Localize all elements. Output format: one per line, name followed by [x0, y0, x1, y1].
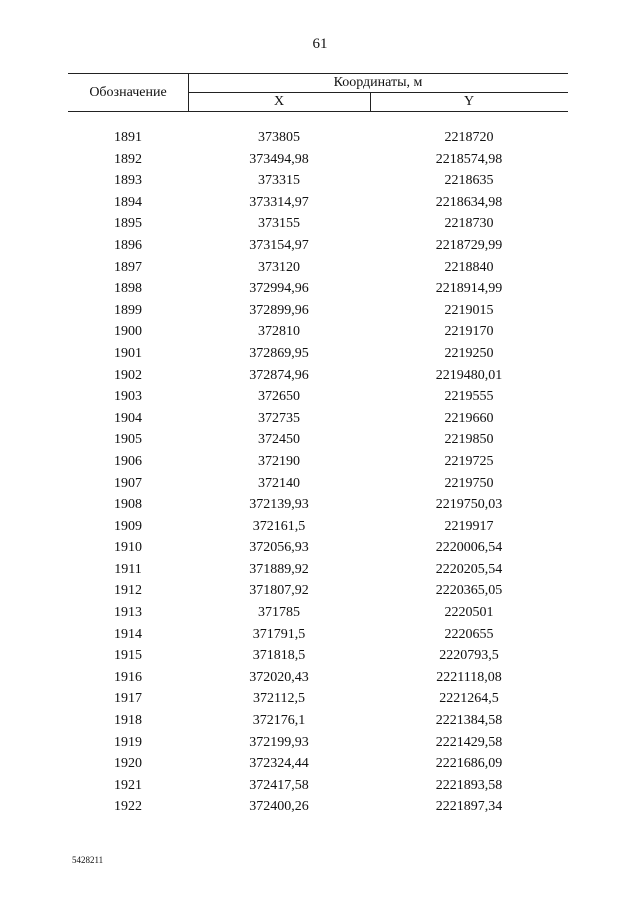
cell-designation: 1908	[114, 497, 142, 513]
cell-x: 372450	[258, 432, 300, 448]
cell-designation: 1896	[114, 237, 142, 253]
cell-y: 2219725	[444, 453, 494, 469]
cell-x: 373155	[258, 216, 300, 232]
cell-designation: 1914	[114, 626, 142, 642]
cell-y: 2220006,54	[435, 540, 503, 556]
cell-y: 2221897,34	[435, 799, 503, 815]
table-row	[68, 494, 568, 516]
cell-designation: 1922	[114, 799, 142, 815]
table-body	[68, 127, 568, 818]
cell-designation: 1913	[114, 605, 142, 621]
cell-designation: 1895	[114, 216, 142, 232]
cell-designation: 1921	[114, 777, 142, 793]
cell-designation: 1893	[114, 173, 142, 189]
table-row	[68, 365, 568, 387]
cell-x: 372400,26	[249, 799, 309, 815]
cell-x: 372139,93	[249, 497, 309, 513]
cell-designation: 1901	[114, 345, 142, 361]
header-middle-rule	[188, 92, 568, 93]
cell-x: 372417,58	[249, 777, 309, 793]
cell-x: 372056,93	[249, 540, 309, 556]
table-row	[68, 645, 568, 667]
table-row	[68, 386, 568, 408]
cell-designation: 1920	[114, 756, 142, 772]
cell-y: 2219750,03	[435, 497, 503, 513]
cell-designation: 1904	[114, 410, 142, 426]
table-row	[68, 796, 568, 818]
cell-x: 371807,92	[249, 583, 309, 599]
footer-code: 5428211	[72, 855, 104, 865]
cell-x: 372735	[258, 410, 300, 426]
cell-x: 371818,5	[252, 648, 306, 664]
cell-designation: 1899	[114, 302, 142, 318]
table-row	[68, 257, 568, 279]
cell-designation: 1915	[114, 648, 142, 664]
cell-x: 371785	[258, 605, 300, 621]
cell-x: 372140	[258, 475, 300, 491]
table-row	[68, 667, 568, 689]
cell-x: 372810	[258, 324, 300, 340]
table-row	[68, 580, 568, 602]
table-row	[68, 300, 568, 322]
header-designation: Обозначение	[89, 85, 167, 100]
cell-y: 2220365,05	[435, 583, 503, 599]
table-row	[68, 624, 568, 646]
table-row	[68, 537, 568, 559]
header-coordinates: Координаты, м	[333, 75, 423, 90]
cell-y: 2219850	[444, 432, 494, 448]
table-row	[68, 516, 568, 538]
cell-y: 2218634,98	[435, 194, 503, 210]
header-bottom-rule	[68, 111, 568, 112]
cell-y: 2218574,98	[435, 151, 503, 167]
table-row	[68, 753, 568, 775]
cell-y: 2221384,58	[435, 713, 503, 729]
cell-designation: 1903	[114, 389, 142, 405]
cell-y: 2218914,99	[435, 281, 503, 297]
cell-x: 372874,96	[249, 367, 309, 383]
cell-y: 2219250	[444, 345, 494, 361]
cell-y: 2218720	[444, 130, 494, 145]
table-row	[68, 451, 568, 473]
page-number: 61	[312, 36, 328, 52]
table-row	[68, 775, 568, 797]
cell-designation: 1906	[114, 453, 142, 469]
cell-y: 2219015	[444, 302, 494, 318]
table-row	[68, 559, 568, 581]
table-row	[68, 343, 568, 365]
cell-x: 373120	[258, 259, 300, 275]
cell-y: 2219480,01	[435, 367, 503, 383]
cell-x: 372650	[258, 389, 300, 405]
cell-designation: 1910	[114, 540, 142, 556]
cell-x: 372994,96	[249, 281, 309, 297]
table-header	[68, 73, 568, 111]
table-row	[68, 710, 568, 732]
cell-y: 2219660	[444, 410, 494, 426]
cell-y: 2218635	[444, 173, 494, 189]
cell-designation: 1892	[114, 151, 142, 167]
cell-y: 2219917	[444, 518, 494, 534]
cell-designation: 1918	[114, 713, 142, 729]
cell-y: 2221118,08	[436, 669, 502, 685]
cell-designation: 1898	[114, 281, 142, 297]
cell-x: 373494,98	[249, 151, 309, 167]
cell-designation: 1912	[114, 583, 142, 599]
cell-x: 372112,5	[253, 691, 305, 707]
cell-x: 371889,92	[249, 561, 309, 577]
cell-y: 2221893,58	[435, 777, 503, 793]
cell-x: 373154,97	[249, 237, 309, 253]
cell-y: 2220501	[444, 605, 494, 621]
cell-designation: 1894	[114, 194, 142, 210]
cell-designation: 1919	[114, 734, 142, 750]
cell-x: 373805	[258, 130, 300, 145]
cell-x: 373314,97	[249, 194, 309, 210]
cell-designation: 1891	[114, 130, 142, 145]
header-y: Y	[463, 94, 475, 109]
cell-y: 2221429,58	[435, 734, 503, 750]
cell-designation: 1916	[114, 669, 142, 685]
table-row	[68, 429, 568, 451]
cell-y: 2221686,09	[435, 756, 503, 772]
cell-y: 2220655	[444, 626, 494, 642]
cell-y: 2219170	[444, 324, 494, 340]
table-row	[68, 235, 568, 257]
cell-x: 371791,5	[252, 626, 306, 642]
cell-x: 372176,1	[252, 713, 306, 729]
table-row	[68, 149, 568, 171]
cell-x: 372020,43	[249, 669, 309, 685]
table-row	[68, 213, 568, 235]
cell-x: 372161,5	[252, 518, 306, 534]
cell-x: 372199,93	[249, 734, 309, 750]
table-row	[68, 688, 568, 710]
cell-y: 2220793,5	[439, 648, 499, 664]
cell-designation: 1902	[114, 367, 142, 383]
header-x: X	[273, 94, 285, 109]
cell-designation: 1917	[114, 691, 142, 707]
cell-x: 372190	[258, 453, 300, 469]
cell-y: 2219555	[444, 389, 494, 405]
table-row	[68, 408, 568, 430]
table-row	[68, 321, 568, 343]
table-row	[68, 473, 568, 495]
cell-y: 2218840	[444, 259, 494, 275]
cell-y: 2218729,99	[435, 237, 503, 253]
cell-x: 372869,95	[249, 345, 309, 361]
cell-y: 2220205,54	[435, 561, 503, 577]
cell-designation: 1897	[114, 259, 142, 275]
cell-designation: 1905	[114, 432, 142, 448]
header-top-rule	[68, 73, 568, 74]
cell-y: 2218730	[444, 216, 494, 232]
cell-designation: 1911	[114, 561, 142, 577]
cell-x: 372899,96	[249, 302, 309, 318]
table-row	[68, 170, 568, 192]
cell-x: 373315	[258, 173, 300, 189]
table-row	[68, 602, 568, 624]
table-row	[68, 192, 568, 214]
cell-designation: 1909	[114, 518, 142, 534]
cell-designation: 1900	[114, 324, 142, 340]
cell-x: 372324,44	[249, 756, 309, 772]
table-row	[68, 732, 568, 754]
table-row	[68, 278, 568, 300]
table-row	[68, 127, 568, 149]
cell-designation: 1907	[114, 475, 142, 491]
cell-y: 2221264,5	[439, 691, 499, 707]
cell-y: 2219750	[444, 475, 494, 491]
